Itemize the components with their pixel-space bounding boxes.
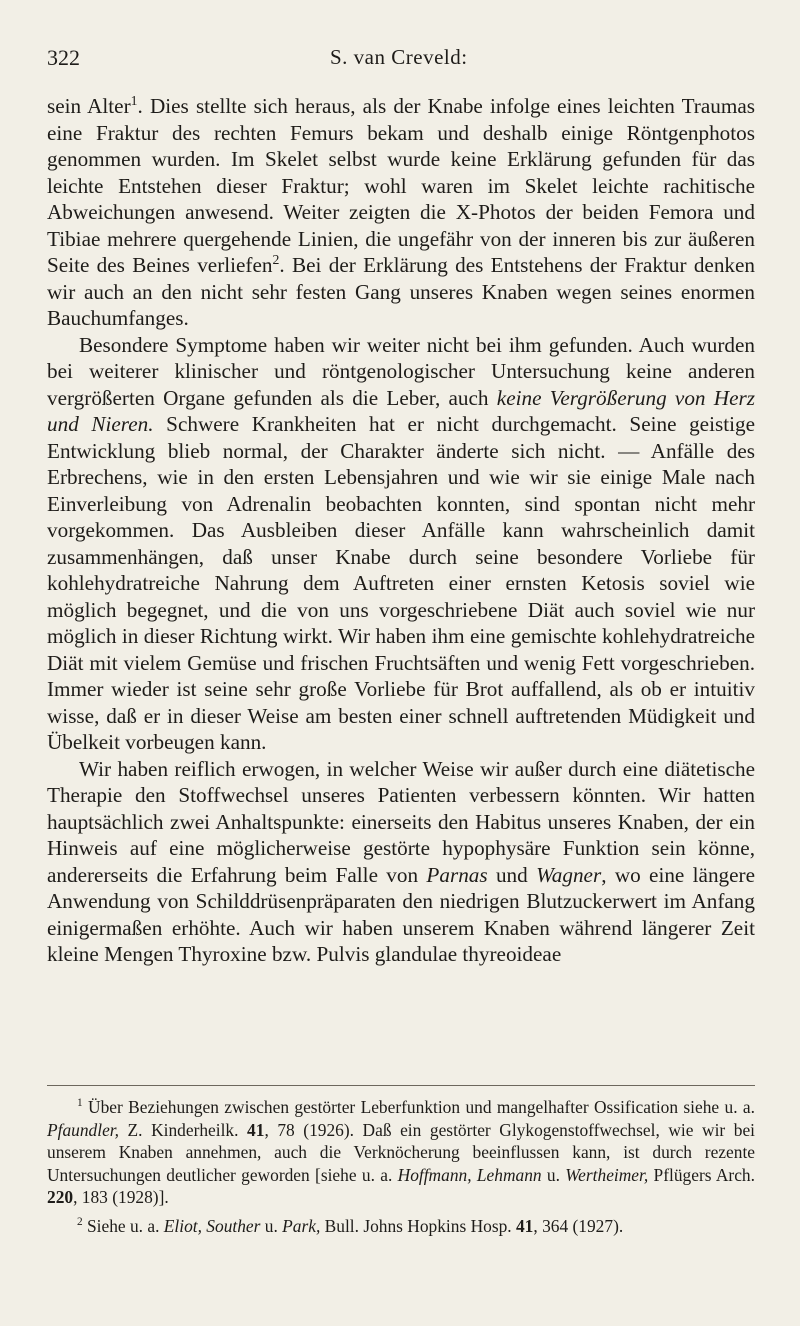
text-run: Z. Kinderheilk. (118, 1119, 248, 1140)
text-run: u. (541, 1164, 566, 1185)
italic-text: Parnas (426, 862, 488, 887)
italic-text: Hoffmann, Lehmann (397, 1164, 542, 1185)
page-number: 322 (47, 45, 80, 70)
footnote-marker: 2 (77, 1215, 83, 1228)
footnote-marker: 1 (77, 1097, 83, 1110)
text-run: , wo eine längere Anwendung von Schilddrüsenpräparaten den niedrigen Blutzuckerwert im Anfang einigermaßen erhöhte. Auch wir haben unserem Knaben während längerer Zeit kleine Mengen Thyroxine bzw. Pulvis glandulae thyreoideae (47, 862, 755, 966)
volume-number: 220 (47, 1187, 74, 1207)
text-run: Siehe u. a. (82, 1215, 164, 1236)
footnote-1 (47, 1096, 755, 1209)
footnote-marker: 2 (272, 251, 280, 267)
text-run: , 78 (1926). Daß ein gestörter Glykogenstoffwechsel, wie wir bei unserem Knaben annehmen, auch die Verknöcherung beeinflussen kann, ist durch rezente Untersuchungen deutlicher geworden [siehe u. a. (47, 1119, 755, 1185)
page-header (47, 45, 760, 75)
volume-number: 41 (515, 1215, 534, 1236)
text-run: , 364 (1927). (533, 1215, 624, 1236)
paragraph-1 (47, 93, 755, 332)
footnote-marker: 1 (130, 92, 138, 108)
text-run: u. (260, 1215, 283, 1236)
text-run: und (487, 862, 537, 887)
footnote-divider (47, 1085, 755, 1086)
text-run: Besondere Symptome haben wir weiter nicht bei ihm gefunden. Auch wurden bei weiterer klinischer und röntgenologischer Untersuchung keine anderen vergrößerten Organe gefunden als die Leber, auch (47, 332, 755, 410)
italic-text: Wagner (536, 862, 602, 887)
italic-text: Pfaundler, (47, 1119, 119, 1140)
italic-text: Wertheimer, (565, 1164, 649, 1185)
text-run: Über Beziehungen zwischen gestörter Leberfunktion und mangelhafter Ossification siehe u. a. (82, 1097, 755, 1117)
text-run: Schwere Krankheiten hat er nicht durchgemacht. Seine geistige Entwicklung blieb normal, der Charakter änderte sich nicht. — Anfälle des Erbrechens, wie in den ersten Lebensjahren und wie wir sie einige Male nach Einverleibung von Adrenalin beobachten konnten, sind spontan nicht mehr vorgekommen. Das Ausbleiben dieser Anfälle kann wahrscheinlich damit zusammenhängen, daß unser Knabe durch seine besondere Vorliebe für kohlehydratreiche Nahrung dem Auftreten einer ernsten Ketosis soviel wie möglich begegnet, und die von uns vorgeschriebene Diät auch soviel wie nur möglich in dieser Richtung wirkt. Wir haben ihm eine gemischte kohlehydratreiche Diät mit vielem Gemüse und frischen Fruchtsäften und wenig Fett vorgeschrieben. Immer wieder ist seine sehr große Vorliebe für Brot auffallend, als ob er intuitiv wisse, daß er in dieser Weise am besten einer schnell auftretenden Müdigkeit und Übelkeit vorbeugen kann. (47, 412, 755, 754)
text-run: . Bei der Erklärung des Entstehens der Fraktur denken wir auch an den nicht sehr festen Gang unseres Knaben wegen seines enormen Bauchumfanges. (47, 253, 756, 330)
text-run: Pflügers Arch. (648, 1164, 755, 1185)
paragraph-3 (47, 756, 755, 968)
paragraph-2 (47, 332, 755, 756)
footnote-2 (47, 1215, 755, 1238)
italic-text: Park, (282, 1215, 321, 1236)
text-run: Wir haben reiflich erwogen, in welcher Weise wir außer durch eine diätetische Therapie den Stoffwechsel unseres Patienten verbessern könnten. Wir hatten hauptsächlich zwei Anhaltspunkte: einerseits den Habitus unseres Knaben, der ein Hinweis auf eine möglicherweise gestörte hypophysäre Funktion sein könne, andererseits die Erfahrung beim Falle von (47, 756, 755, 887)
text-run: , 183 (1928)]. (73, 1187, 169, 1207)
footnotes (47, 1096, 755, 1237)
italic-text: Eliot, Souther (163, 1215, 261, 1236)
text-run: Bull. Johns Hopkins Hosp. (320, 1215, 516, 1236)
text-run: . Dies stellte sich heraus, als der Knabe infolge eines leichten Traumas eine Fraktur des rechten Femurs bekam und deshalb einige Röntgenphotos genommen wurden. Im Skelet selbst wurde keine Erklärung gefunden für das leichte Entstehen dieser Fraktur; wohl waren im Skelet leichte rachitische Abweichungen anwesend. Weiter zeigten die X-Photos der beiden Femora und Tibiae mehrere quergehende Linien, die ungefähr von der inneren bis zur äußeren Seite des Beines verliefen (47, 94, 755, 277)
italic-text: keine Vergrößerung von Herz und Nieren. (47, 385, 755, 436)
running-head: S. van Creveld: (330, 45, 468, 69)
volume-number: 41 (247, 1119, 265, 1140)
text-run: sein Alter (47, 94, 131, 118)
body-text (47, 93, 755, 968)
